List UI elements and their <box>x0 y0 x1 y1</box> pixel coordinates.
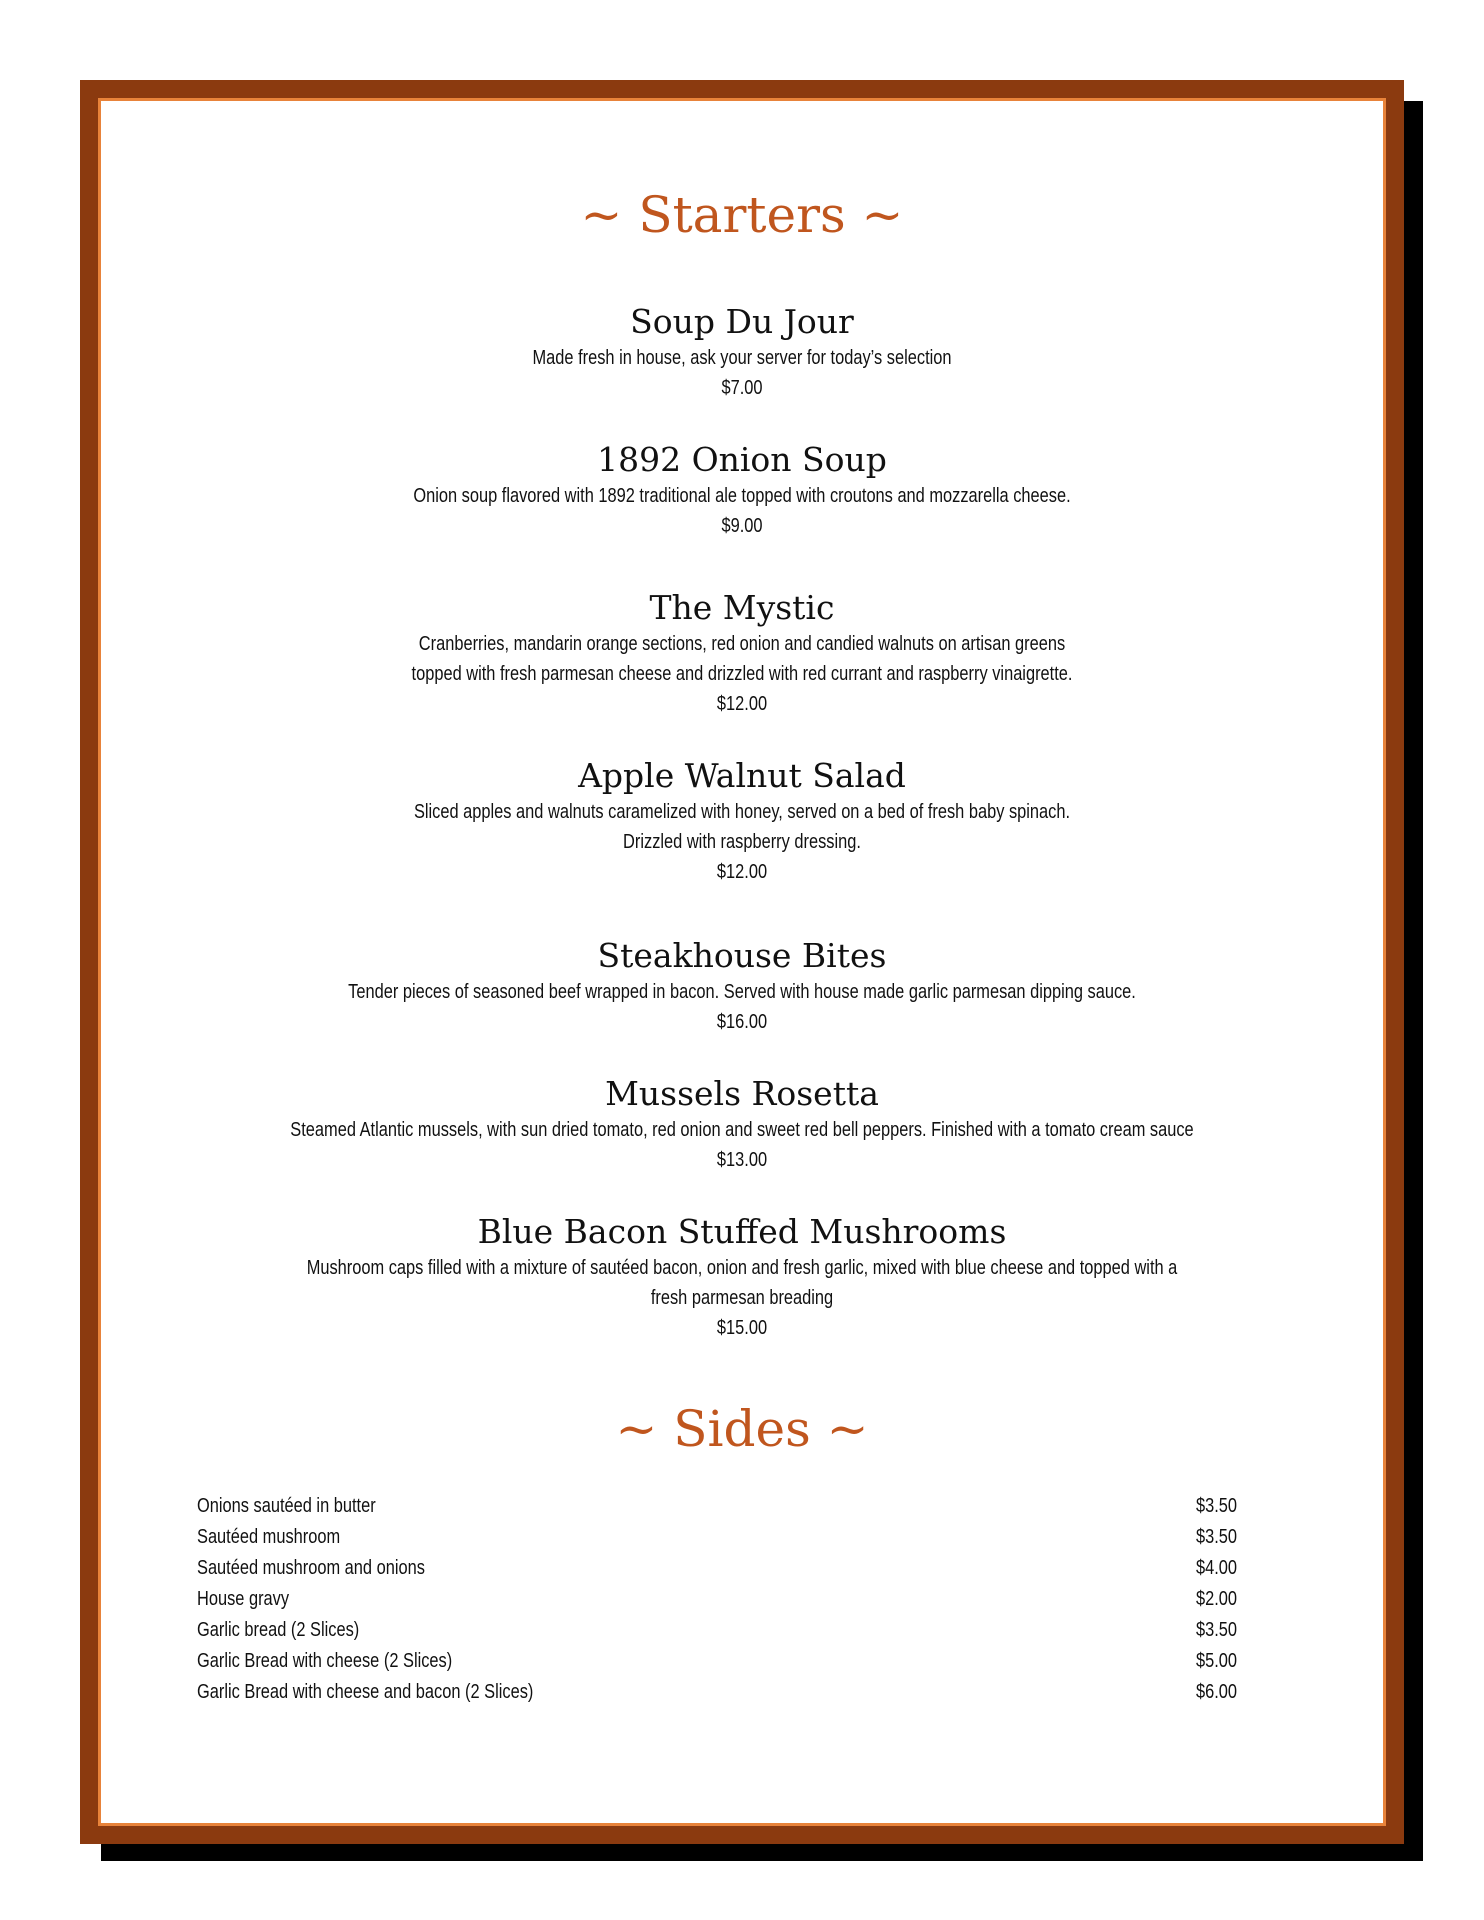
side-row <box>197 1584 1237 1615</box>
side-name: Sautéed mushroom and onions <box>197 1557 425 1579</box>
sides-title: ~ Sides ~ <box>615 1400 869 1458</box>
starter-item-price: $15.00 <box>716 1317 768 1339</box>
side-price: $4.00 <box>1195 1557 1237 1579</box>
side-name: Garlic Bread with cheese (2 Slices) <box>197 1650 453 1672</box>
side-row <box>197 1646 1237 1677</box>
starter-item-name: Blue Bacon Stuffed Mushrooms <box>477 1212 1007 1251</box>
side-price: $5.00 <box>1195 1650 1237 1672</box>
side-price: $6.00 <box>1195 1681 1237 1703</box>
starter-item-price: $9.00 <box>721 515 763 537</box>
starter-item-name: Steakhouse Bites <box>597 936 887 975</box>
starter-item-name: Apple Walnut Salad <box>578 756 906 795</box>
starter-item-price: $7.00 <box>721 377 763 399</box>
starter-item-name: The Mystic <box>649 588 835 627</box>
starter-item-steakhouse-bites <box>101 935 1383 1037</box>
menu-frame <box>80 80 1404 1844</box>
side-price: $3.50 <box>1195 1495 1237 1517</box>
starter-item-mussels-rosetta <box>101 1073 1383 1175</box>
side-name: Sautéed mushroom <box>197 1526 341 1548</box>
starter-item-name: Mussels Rosetta <box>605 1074 879 1113</box>
side-row <box>197 1677 1237 1708</box>
starter-item-desc: Steamed Atlantic mussels, with sun dried tomato, red onion and sweet red bell peppers. Finished with a tomato cream sauce <box>290 1119 1194 1141</box>
starter-item-price: $12.00 <box>716 861 768 883</box>
starter-item-price: $12.00 <box>716 693 768 715</box>
menu-frame-inner <box>98 98 1386 1826</box>
sides-list <box>197 1491 1237 1708</box>
starter-item-desc: Onion soup flavored with 1892 traditional ale topped with croutons and mozzarella cheese. <box>413 485 1071 507</box>
side-price: $3.50 <box>1195 1619 1237 1641</box>
starter-item-desc: Sliced apples and walnuts caramelized with honey, served on a bed of fresh baby spinach. Drizzled with raspberry dressing. <box>413 801 1071 853</box>
starters-title: ~ Starters ~ <box>580 186 904 244</box>
starter-item-price: $16.00 <box>716 1011 768 1033</box>
starter-item-soup-du-jour <box>101 301 1383 403</box>
side-row <box>197 1491 1237 1522</box>
side-name: Garlic Bread with cheese and bacon (2 Slices) <box>197 1681 534 1703</box>
starter-item-apple-walnut-salad <box>101 755 1383 887</box>
starter-item-name: 1892 Onion Soup <box>597 440 887 479</box>
side-name: Garlic bread (2 Slices) <box>197 1619 360 1641</box>
menu-content <box>101 101 1383 1823</box>
starter-item-price: $13.00 <box>716 1149 768 1171</box>
starter-item-blue-bacon-stuffed-mushrooms <box>101 1211 1383 1343</box>
side-name: Onions sautéed in butter <box>197 1495 376 1517</box>
starter-item-desc: Mushroom caps filled with a mixture of sautéed bacon, onion and fresh garlic, mixed with blue cheese and topped with a fresh parmesan breading <box>306 1257 1178 1309</box>
starter-item-name: Soup Du Jour <box>630 302 854 341</box>
starter-item-the-mystic <box>101 587 1383 719</box>
side-row <box>197 1522 1237 1553</box>
side-row <box>197 1615 1237 1646</box>
side-name: House gravy <box>197 1588 290 1610</box>
starter-item-desc: Made fresh in house, ask your server for today’s selection <box>532 347 952 369</box>
side-price: $3.50 <box>1195 1526 1237 1548</box>
side-row <box>197 1553 1237 1584</box>
starter-item-desc: Cranberries, mandarin orange sections, red onion and candied walnuts on artisan greens topped with fresh parmesan cheese and drizzled with red currant and raspberry vinaigrette. <box>411 633 1073 685</box>
starter-item-onion-soup <box>101 439 1383 541</box>
side-price: $2.00 <box>1195 1588 1237 1610</box>
starter-item-desc: Tender pieces of seasoned beef wrapped in bacon. Served with house made garlic parmesan dipping sauce. <box>348 981 1136 1003</box>
